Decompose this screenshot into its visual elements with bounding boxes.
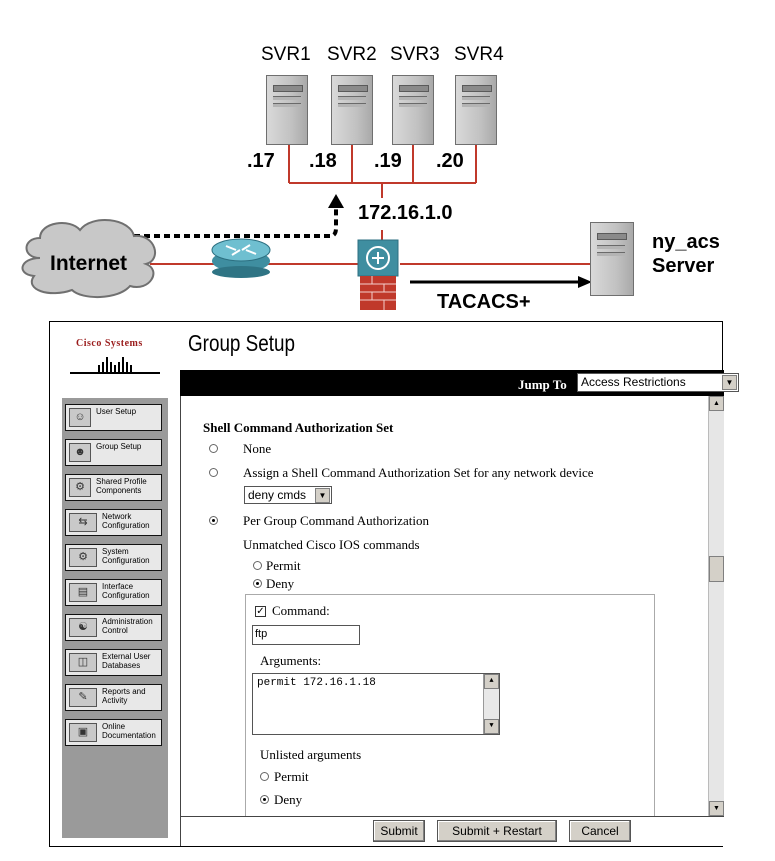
nav-reports-and-activity[interactable]: ✎ Reports and Activity [65, 684, 162, 711]
server-svr2-icon [331, 75, 373, 145]
server-svr1-icon [266, 75, 308, 145]
acs-left-column [50, 322, 180, 846]
arguments-scrollbar[interactable] [483, 674, 499, 734]
acs-navigation-bar [62, 398, 168, 838]
command-checkbox[interactable]: ✓ [256, 606, 265, 617]
arguments-value: permit 172.16.1.18 [257, 677, 376, 689]
radio-unmatched-deny[interactable] [253, 579, 262, 588]
radio-unmatched-deny-label: Deny [266, 576, 295, 591]
radio-assign-set[interactable] [209, 468, 218, 477]
radio-unmatched-permit[interactable] [253, 561, 262, 570]
radio-unlisted-permit-label: Permit [274, 769, 309, 784]
database-icon: ◫ [69, 653, 97, 672]
arguments-textarea[interactable] [252, 673, 500, 735]
user-icon: ☺ [69, 408, 91, 427]
radio-per-group-label: Per Group Command Authorization [243, 513, 429, 528]
group-setup-content [180, 396, 724, 816]
server-name-svr3: SVR3 [390, 44, 440, 65]
acs-server-type-label: Server [652, 255, 715, 277]
command-set-select-value: deny cmds [248, 488, 307, 502]
server-ip-svr3: .19 [374, 150, 402, 172]
acs-server-icon [590, 222, 634, 296]
scroll-down-icon[interactable]: ▼ [484, 719, 499, 734]
cisco-logo-text: Cisco Systems [76, 338, 143, 349]
arguments-label: Arguments: [260, 653, 322, 668]
server-svr4-icon [455, 75, 497, 145]
radio-none-label: None [243, 441, 272, 456]
radio-unlisted-permit[interactable] [260, 772, 269, 781]
internet-label: Internet [50, 252, 128, 275]
submit-restart-button[interactable]: Submit + Restart [437, 820, 557, 842]
scrollbar-thumb[interactable] [709, 556, 724, 582]
jump-to-label: Jump To [518, 377, 567, 392]
acs-server-name-label: ny_acs [652, 231, 720, 253]
nav-interface-configuration[interactable]: ▤ Interface Configuration [65, 579, 162, 606]
server-ip-svr1: .17 [247, 150, 275, 172]
nav-external-user-databases[interactable]: ◫ External User Databases [65, 649, 162, 676]
shared-profile-icon: ⚙ [69, 478, 91, 497]
content-scrollbar[interactable] [708, 396, 724, 816]
nav-user-setup[interactable]: ☺ User Setup [65, 404, 162, 431]
server-ip-svr2: .18 [309, 150, 337, 172]
jump-to-value: Access Restrictions [581, 375, 686, 389]
jump-to-bar [180, 370, 734, 396]
network-icon: ⇆ [69, 513, 97, 532]
interface-icon: ▤ [69, 583, 97, 602]
command-label: Command: [272, 603, 330, 618]
submit-button[interactable]: Submit [373, 820, 425, 842]
scroll-up-icon[interactable]: ▲ [709, 396, 724, 411]
nav-shared-profile-components[interactable]: ⚙ Shared Profile Components [65, 474, 162, 501]
scroll-up-icon[interactable]: ▲ [484, 674, 499, 689]
page-title: Group Setup [188, 330, 295, 356]
administration-icon: ☯ [69, 618, 97, 637]
router-icon [212, 239, 270, 278]
server-name-svr2: SVR2 [327, 44, 377, 65]
tacacs-protocol-label: TACACS+ [437, 291, 531, 313]
unlisted-arguments-label: Unlisted arguments [260, 747, 362, 762]
jump-to-select[interactable] [577, 373, 739, 392]
server-name-svr4: SVR4 [454, 44, 504, 65]
dotted-traffic-path [114, 206, 336, 236]
acs-group-setup-window [49, 321, 734, 847]
nav-network-configuration[interactable]: ⇆ Network Configuration [65, 509, 162, 536]
action-bar [180, 816, 724, 846]
radio-unlisted-deny-label: Deny [274, 792, 303, 807]
cancel-button[interactable]: Cancel [569, 820, 631, 842]
dotted-path-arrowhead [328, 194, 344, 208]
reports-icon: ✎ [69, 688, 97, 707]
server-ip-svr4: .20 [436, 150, 464, 172]
section-title: Shell Command Authorization Set [203, 420, 394, 435]
network-diagram [0, 0, 775, 320]
documentation-icon: ▣ [69, 723, 97, 742]
radio-none[interactable] [209, 444, 218, 453]
chevron-down-icon[interactable]: ▼ [315, 488, 330, 503]
command-input[interactable]: ftp [252, 625, 360, 645]
scroll-down-icon[interactable]: ▼ [709, 801, 724, 816]
command-set-select[interactable] [244, 486, 332, 504]
server-svr3-icon [392, 75, 434, 145]
command-entry-box [245, 594, 655, 816]
nav-administration-control[interactable]: ☯ Administration Control [65, 614, 162, 641]
radio-unmatched-permit-label: Permit [266, 558, 301, 573]
server-name-svr1: SVR1 [261, 44, 311, 65]
network-address-label: 172.16.1.0 [358, 202, 453, 224]
radio-assign-set-label: Assign a Shell Command Authorization Set for any network device [243, 465, 594, 480]
group-icon: ☻ [69, 443, 91, 462]
chevron-down-icon[interactable]: ▼ [722, 375, 737, 390]
nav-online-documentation[interactable]: ▣ Online Documentation [65, 719, 162, 746]
firewall-icon [358, 240, 398, 310]
unmatched-commands-label: Unmatched Cisco IOS commands [243, 537, 420, 552]
radio-per-group[interactable] [209, 516, 218, 525]
cisco-logo-icon [70, 353, 160, 375]
nav-system-configuration[interactable]: ⚙ System Configuration [65, 544, 162, 571]
nav-group-setup[interactable]: ☻ Group Setup [65, 439, 162, 466]
system-icon: ⚙ [69, 548, 97, 567]
radio-unlisted-deny[interactable] [260, 795, 269, 804]
